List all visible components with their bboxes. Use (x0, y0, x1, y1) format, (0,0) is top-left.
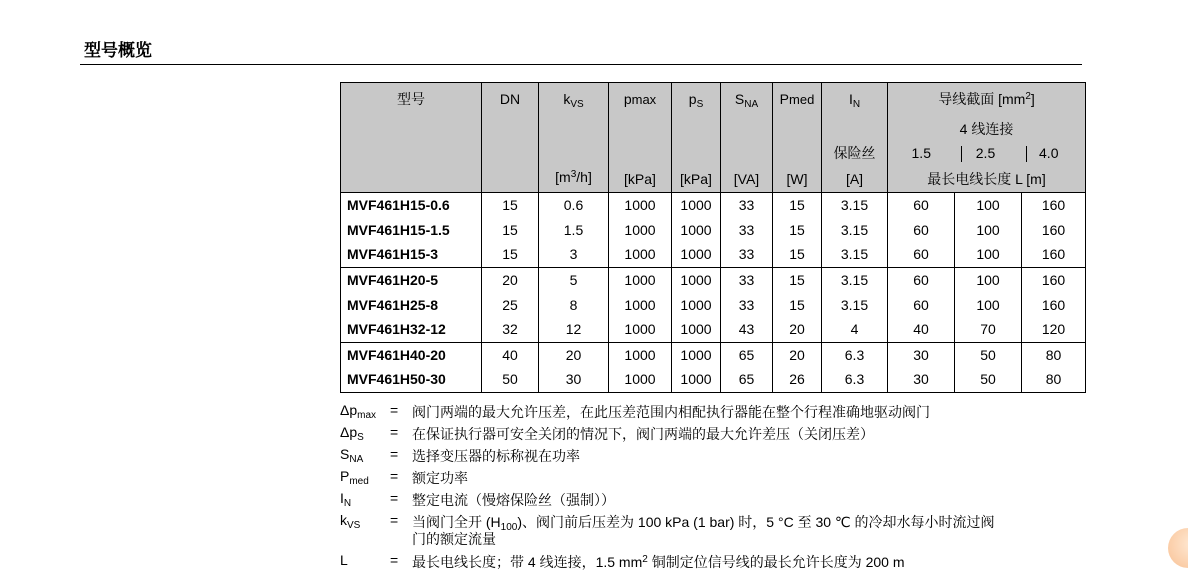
cell-pmax: 1000 (609, 342, 672, 367)
cell-len-1-5: 30 (888, 342, 955, 367)
cell-len-4-0: 160 (1022, 193, 1086, 218)
table-row (341, 367, 1086, 392)
unit-pmax: [kPa] (609, 165, 672, 193)
header-wire-4-0: 4.0 (1022, 141, 1086, 165)
cell-pmed: 15 (773, 218, 822, 243)
cell-len-1-5: 40 (888, 317, 955, 342)
cell-dn: 32 (482, 317, 539, 342)
decorative-orb (1168, 528, 1188, 568)
header-pmax: pmax (609, 83, 672, 118)
table-row (341, 193, 1086, 218)
cell-pmax: 1000 (609, 193, 672, 218)
cell-in: 4 (822, 317, 888, 342)
table-row (341, 342, 1086, 367)
cell-kvs: 3 (539, 242, 609, 267)
header-wire-cross-section: 导线截面 $[mm^2]$ (888, 83, 1086, 118)
cell-len-1-5: 60 (888, 292, 955, 317)
cell-model: MVF461H50-30 (341, 367, 482, 392)
cell-kvs: 30 (539, 367, 609, 392)
title-divider (80, 64, 1082, 65)
cell-sna: 65 (721, 342, 773, 367)
cell-pmax: 1000 (609, 367, 672, 392)
header-sna: $S_{NA}$ (721, 83, 773, 118)
cell-pmed: 20 (773, 342, 822, 367)
cell-len-4-0: 160 (1022, 242, 1086, 267)
cell-pmax: 1000 (609, 218, 672, 243)
cell-len-2-5: 100 (955, 242, 1022, 267)
header-wire-1-5: 1.5 (888, 141, 955, 165)
cell-ps: 1000 (672, 242, 721, 267)
cell-len-2-5: 100 (955, 267, 1022, 292)
cell-model: MVF461H15-3 (341, 242, 482, 267)
cell-len-2-5: 100 (955, 193, 1022, 218)
cell-model: MVF461H15-0.6 (341, 193, 482, 218)
cell-len-2-5: 100 (955, 292, 1022, 317)
cell-sna: 33 (721, 193, 773, 218)
cell-model: MVF461H20-5 (341, 267, 482, 292)
cell-len-2-5: 50 (955, 367, 1022, 392)
header-in: $I_N$ (822, 83, 888, 118)
cell-kvs: 8 (539, 292, 609, 317)
table-row (341, 292, 1086, 317)
cell-ps: 1000 (672, 317, 721, 342)
cell-len-4-0: 120 (1022, 317, 1086, 342)
cell-dn: 15 (482, 218, 539, 243)
cell-len-2-5: 100 (955, 218, 1022, 243)
cell-in: 3.15 (822, 218, 888, 243)
cell-sna: 33 (721, 267, 773, 292)
cell-pmax: 1000 (609, 242, 672, 267)
header-ps: $p_S$ (672, 83, 721, 118)
cell-in: 3.15 (822, 242, 888, 267)
unit-in: [A] (822, 165, 888, 193)
cell-len-2-5: 70 (955, 317, 1022, 342)
cell-len-4-0: 80 (1022, 367, 1086, 392)
model-overview-table (340, 82, 1086, 393)
cell-len-4-0: 160 (1022, 267, 1086, 292)
cell-len-4-0: 160 (1022, 218, 1086, 243)
cell-model: MVF461H40-20 (341, 342, 482, 367)
header-wire-connection: 4 线连接 (888, 117, 1086, 141)
unit-ps: [kPa] (672, 165, 721, 193)
table-row (341, 218, 1086, 243)
cell-len-2-5: 50 (955, 342, 1022, 367)
cell-len-4-0: 160 (1022, 292, 1086, 317)
header-dn: DN (482, 83, 539, 118)
cell-pmax: 1000 (609, 292, 672, 317)
cell-dn: 40 (482, 342, 539, 367)
cell-model: MVF461H32-12 (341, 317, 482, 342)
cell-ps: 1000 (672, 193, 721, 218)
cell-ps: 1000 (672, 367, 721, 392)
cell-pmax: 1000 (609, 317, 672, 342)
cell-in: 6.3 (822, 367, 888, 392)
page-title: 型号概览 (84, 41, 152, 60)
cell-model: MVF461H25-8 (341, 292, 482, 317)
table-row (341, 267, 1086, 292)
cell-in: 3.15 (822, 267, 888, 292)
header-fuse: 保险丝 (822, 141, 888, 165)
cell-len-1-5: 60 (888, 267, 955, 292)
cell-dn: 15 (482, 193, 539, 218)
cell-pmed: 26 (773, 367, 822, 392)
cell-pmed: 15 (773, 242, 822, 267)
cell-kvs: 5 (539, 267, 609, 292)
header-kvs: $k_{VS}$ (539, 83, 609, 118)
unit-sna: [VA] (721, 165, 773, 193)
cell-sna: 43 (721, 317, 773, 342)
unit-max-length: 最长电线长度 L [m] (888, 165, 1086, 193)
cell-ps: 1000 (672, 292, 721, 317)
cell-ps: 1000 (672, 267, 721, 292)
cell-len-1-5: 60 (888, 242, 955, 267)
unit-pmed: [W] (773, 165, 822, 193)
cell-kvs: 20 (539, 342, 609, 367)
cell-in: 6.3 (822, 342, 888, 367)
cell-in: 3.15 (822, 292, 888, 317)
header-wire-2-5: 2.5 (955, 141, 1022, 165)
header-pmed: Pmed (773, 83, 822, 118)
cell-dn: 15 (482, 242, 539, 267)
cell-kvs: 0.6 (539, 193, 609, 218)
unit-kvs: $[m^3/h]$ (539, 165, 609, 193)
cell-sna: 65 (721, 367, 773, 392)
cell-pmed: 15 (773, 193, 822, 218)
table-row (341, 242, 1086, 267)
cell-sna: 33 (721, 218, 773, 243)
cell-dn: 20 (482, 267, 539, 292)
cell-ps: 1000 (672, 218, 721, 243)
cell-pmed: 15 (773, 267, 822, 292)
cell-sna: 33 (721, 242, 773, 267)
cell-ps: 1000 (672, 342, 721, 367)
cell-len-1-5: 60 (888, 193, 955, 218)
cell-kvs: 1.5 (539, 218, 609, 243)
cell-pmax: 1000 (609, 267, 672, 292)
cell-kvs: 12 (539, 317, 609, 342)
cell-len-4-0: 80 (1022, 342, 1086, 367)
table-row (341, 317, 1086, 342)
cell-in: 3.15 (822, 193, 888, 218)
cell-dn: 25 (482, 292, 539, 317)
cell-sna: 33 (721, 292, 773, 317)
cell-len-1-5: 30 (888, 367, 955, 392)
cell-pmed: 15 (773, 292, 822, 317)
header-model: 型号 (341, 83, 482, 118)
cell-dn: 50 (482, 367, 539, 392)
cell-len-1-5: 60 (888, 218, 955, 243)
cell-model: MVF461H15-1.5 (341, 218, 482, 243)
cell-pmed: 20 (773, 317, 822, 342)
